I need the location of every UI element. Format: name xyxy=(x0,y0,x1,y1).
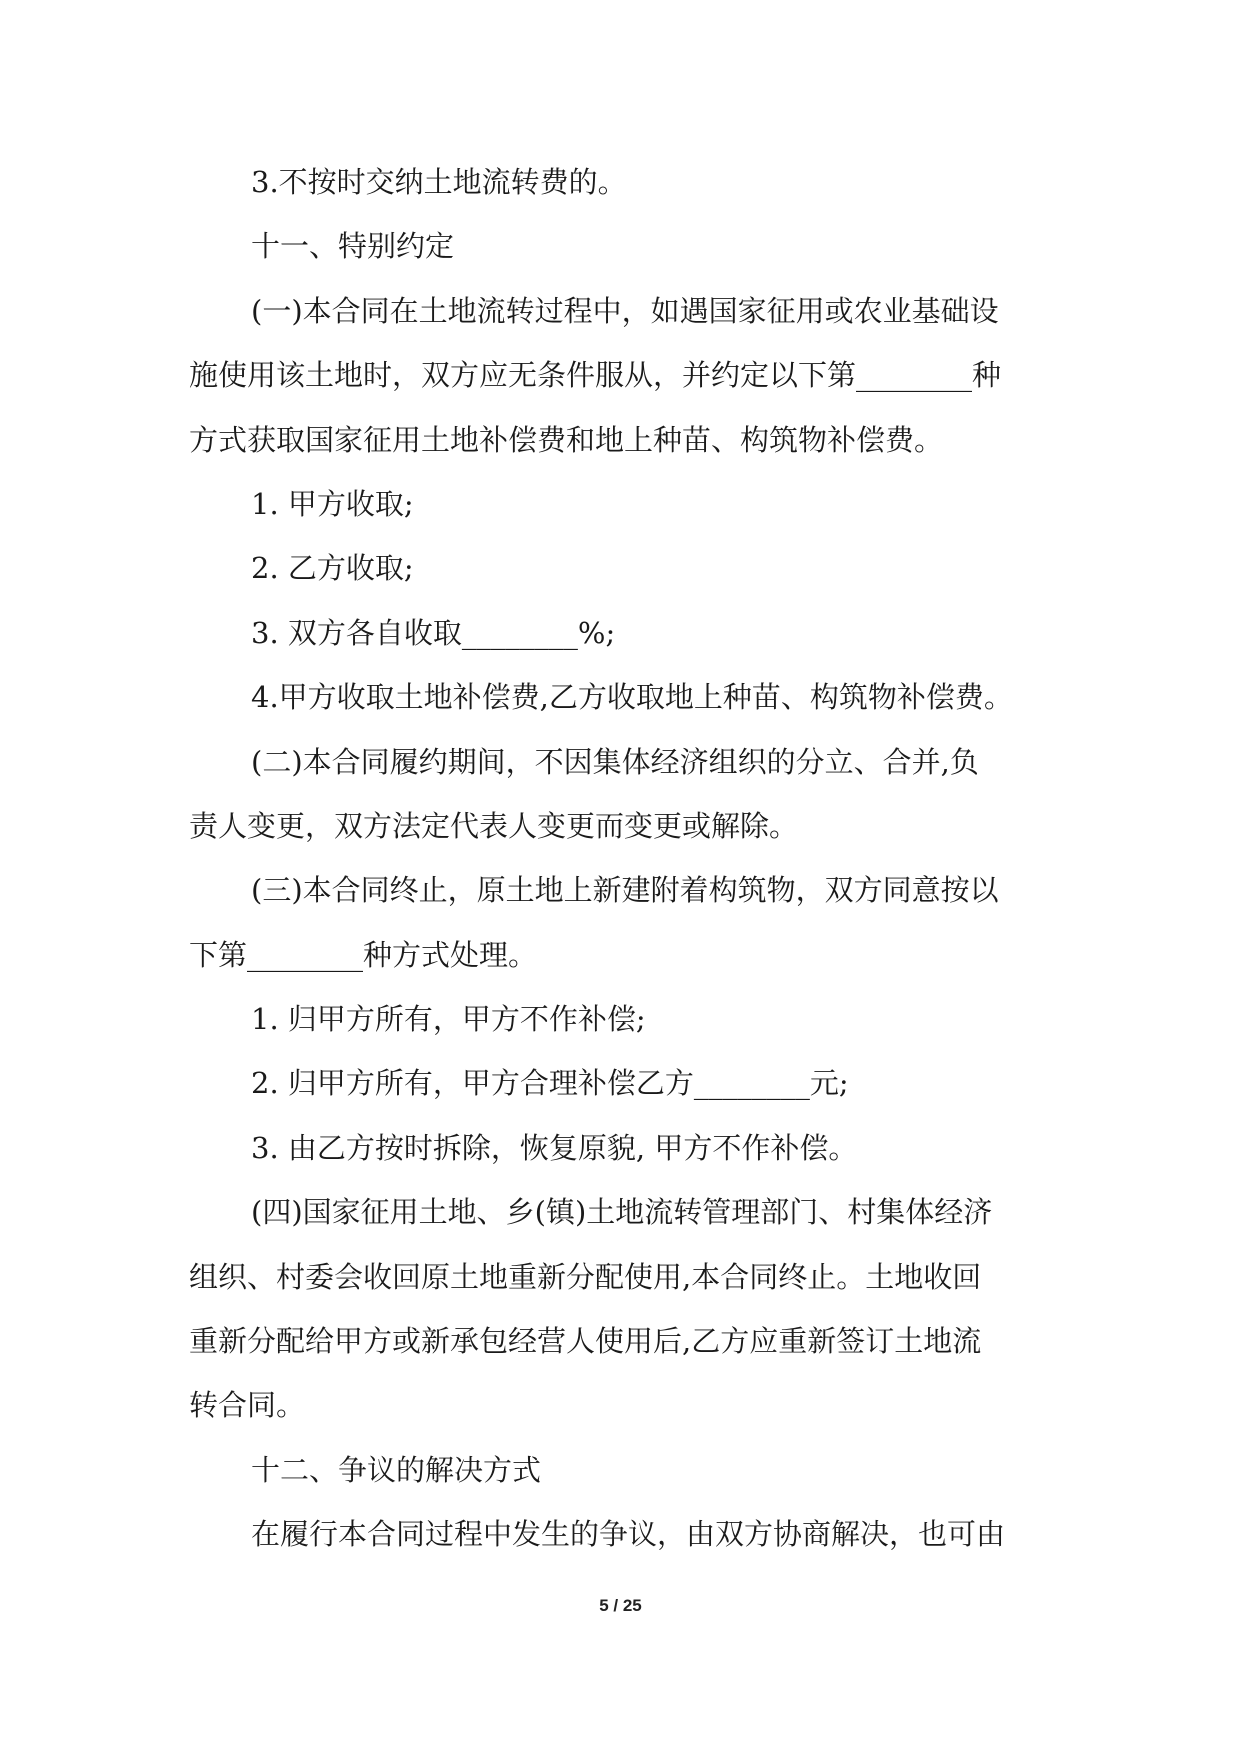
text-line: 十一、特别约定 xyxy=(251,229,455,264)
text-line: 2. 乙方收取; xyxy=(251,551,414,586)
text-line: 转合同。 xyxy=(189,1388,306,1423)
text-line: (一)本合同在土地流转过程中，如遇国家征用或农业基础设 xyxy=(251,293,999,328)
text-line: 3. 由乙方按时拆除，恢复原貌, 甲方不作补偿。 xyxy=(251,1130,858,1165)
text-line: 2. 归甲方所有，甲方合理补偿乙方________元; xyxy=(251,1066,849,1101)
text-line: 1. 甲方收取; xyxy=(251,486,414,521)
text-line: 重新分配给甲方或新承包经营人使用后,乙方应重新签订土地流 xyxy=(189,1324,982,1359)
text-line: 在履行本合同过程中发生的争议，由双方协商解决，也可由 xyxy=(251,1517,1006,1552)
text-line: (二)本合同履约期间，不因集体经济组织的分立、合并,负 xyxy=(251,744,979,779)
text-line: 4.甲方收取土地补偿费,乙方收取地上种苗、构筑物补偿费。 xyxy=(251,680,1013,715)
text-line: 3.不按时交纳土地流转费的。 xyxy=(251,165,627,199)
text-line: 十二、争议的解决方式 xyxy=(251,1452,542,1487)
text-line: (四)国家征用土地、乡(镇)土地流转管理部门、村集体经济 xyxy=(251,1195,993,1230)
text-line: 1. 归甲方所有，甲方不作补偿; xyxy=(251,1002,646,1037)
text-line: 3. 双方各自收取________%; xyxy=(251,615,616,650)
text-line: 下第________种方式处理。 xyxy=(189,937,538,972)
text-line: 责人变更，双方法定代表人变更而变更或解除。 xyxy=(189,808,799,843)
text-line: 施使用该土地时，双方应无条件服从，并约定以下第________种 xyxy=(189,358,1002,393)
text-line: 组织、村委会收回原土地重新分配使用,本合同终止。土地收回 xyxy=(189,1259,982,1294)
document-body xyxy=(189,150,1051,1567)
text-line: (三)本合同终止，原土地上新建附着构筑物，双方同意按以 xyxy=(251,873,999,908)
page-number: 5 / 25 xyxy=(599,1596,642,1615)
text-line: 方式获取国家征用土地补偿费和地上种苗、构筑物补偿费。 xyxy=(189,422,944,457)
